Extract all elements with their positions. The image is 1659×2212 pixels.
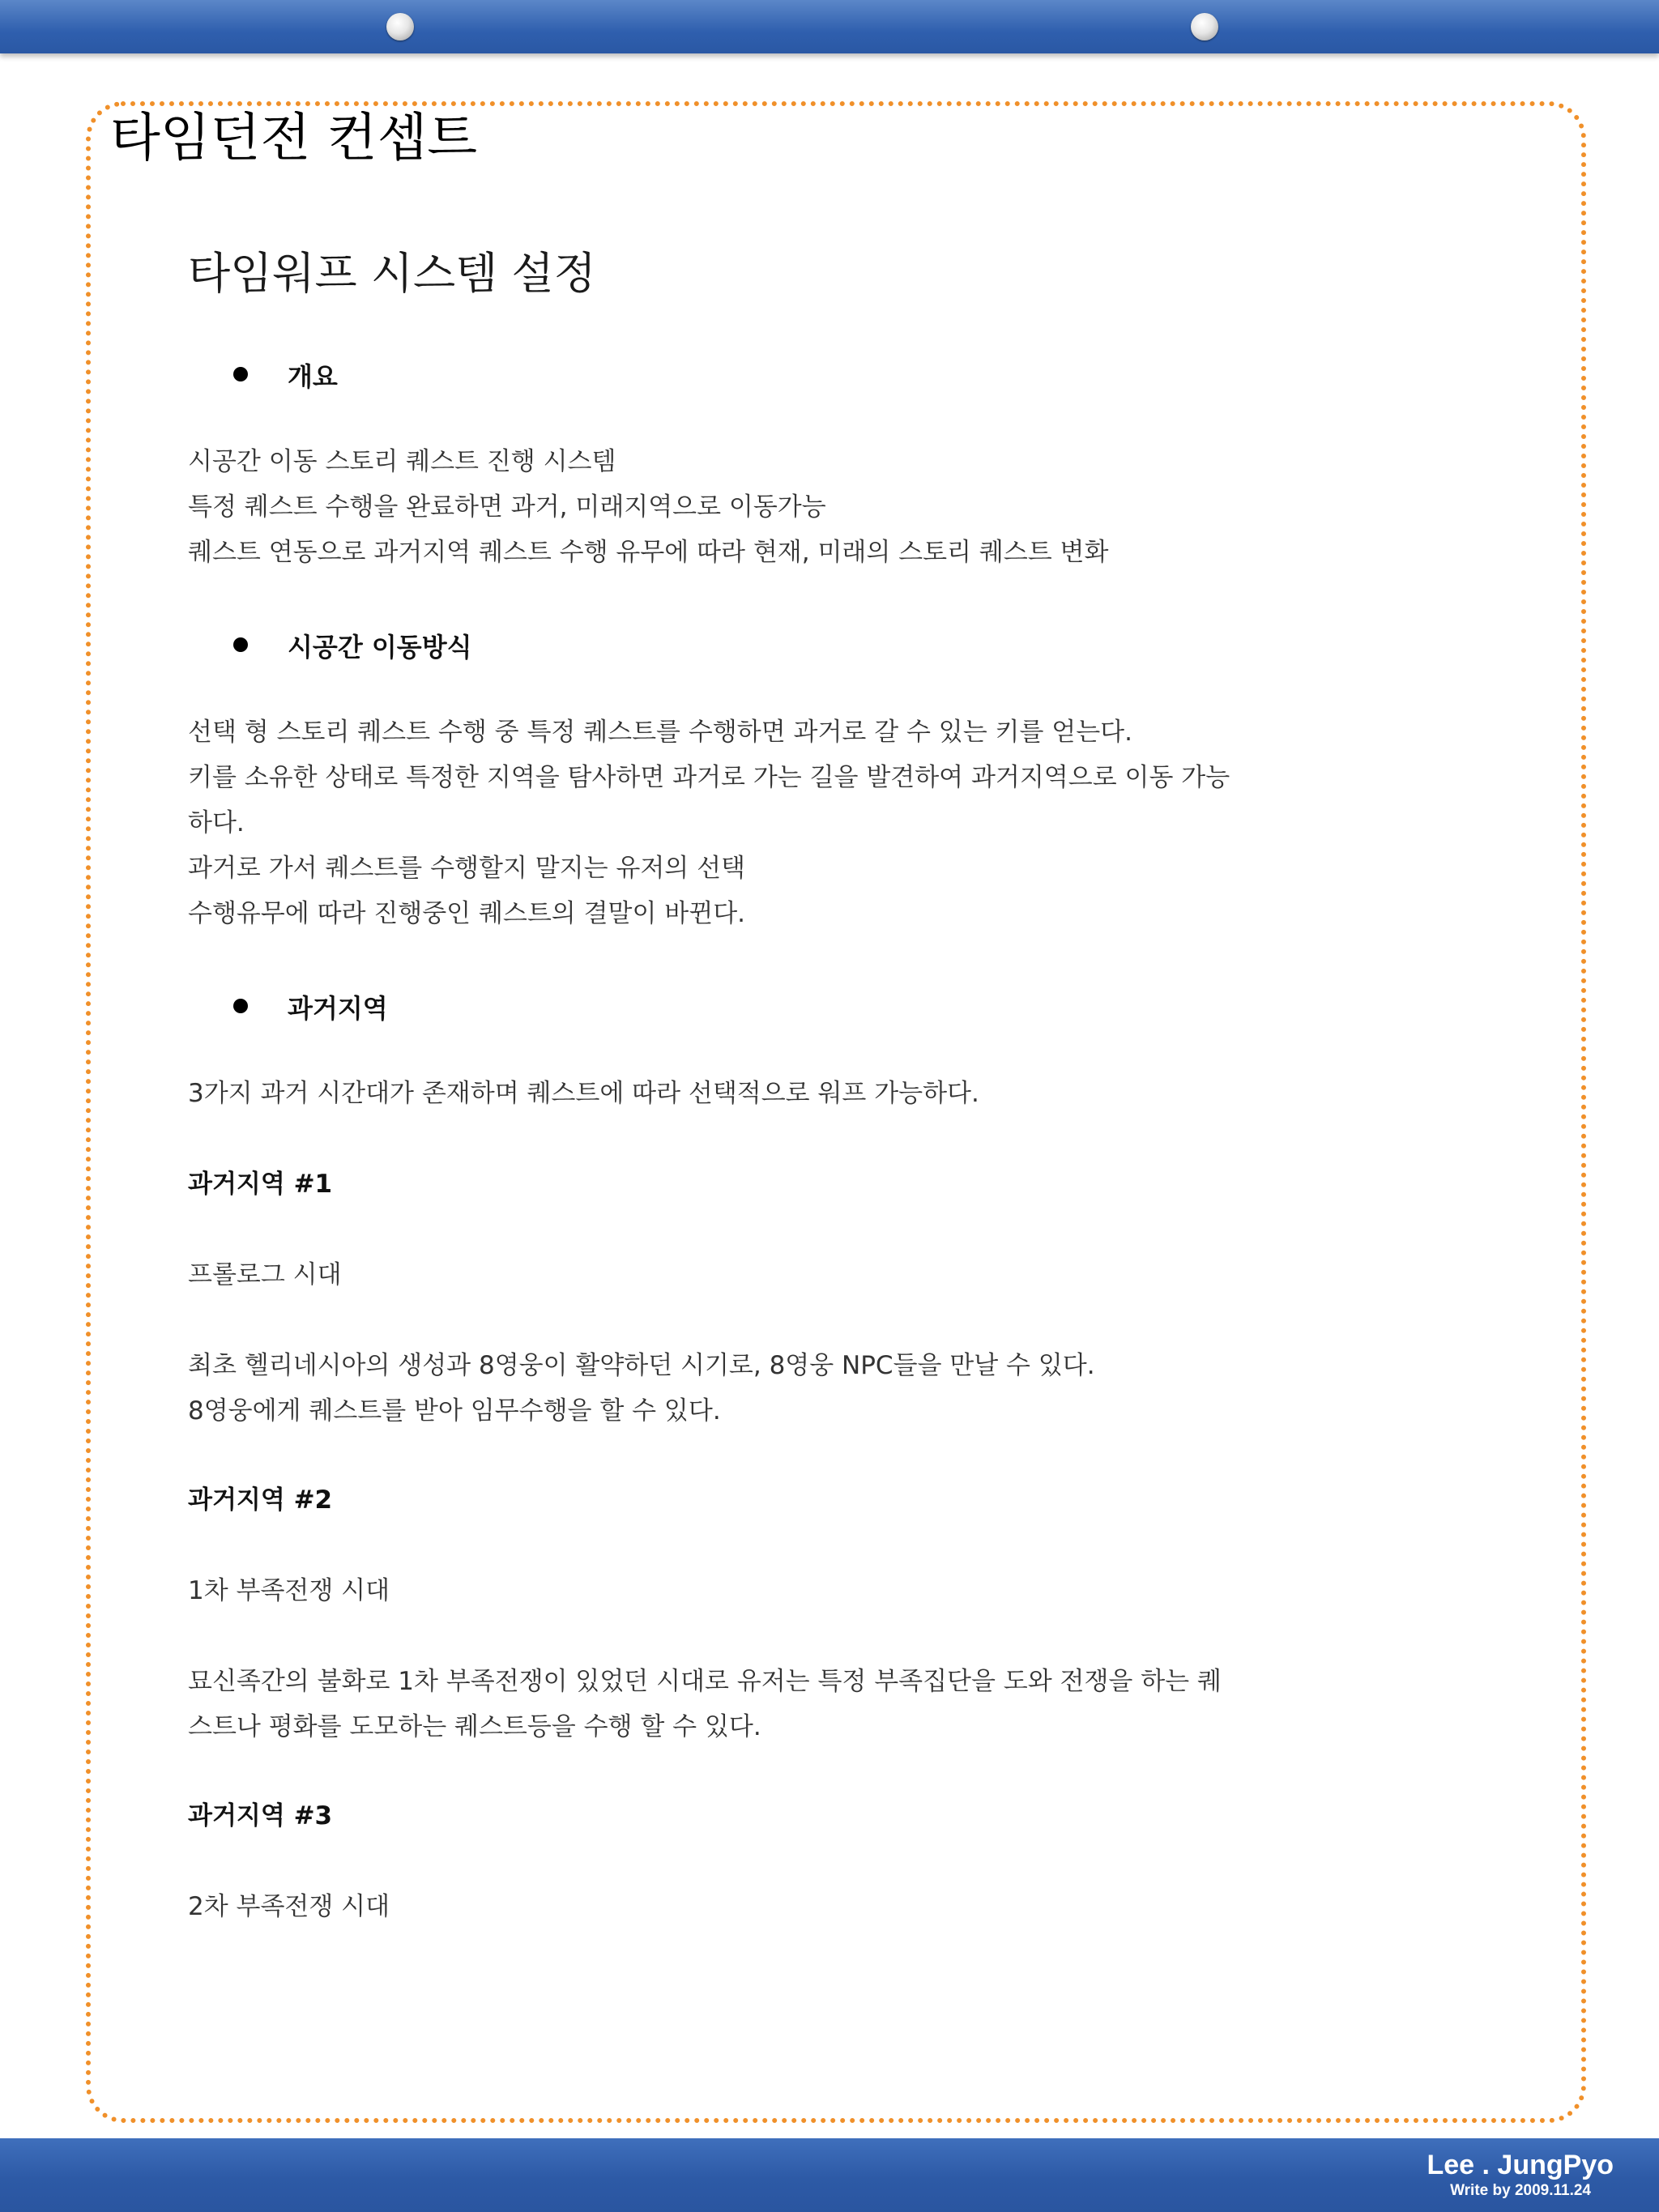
- body-line: 묘신족간의 불화로 1차 부족전쟁이 있었던 시대로 유저는 특정 부족집단을 도와 전쟁을 하는 퀘: [188, 1667, 1222, 1696]
- bullet-icon: [233, 367, 248, 381]
- region-era: 2차 부족전쟁 시대: [188, 1892, 390, 1921]
- section-title: 과거지역: [288, 993, 388, 1024]
- body-line: 시공간 이동 스토리 퀘스트 진행 시스템: [188, 447, 616, 476]
- bullet-icon: [233, 999, 248, 1013]
- top-header-bar: [0, 0, 1659, 53]
- slide-title: 타임던전 컨셉트: [110, 109, 478, 168]
- bottom-footer-bar: [0, 2138, 1659, 2212]
- binder-ring-icon: [386, 13, 414, 40]
- section-heading-movement: [241, 627, 472, 664]
- body-line: 스트나 평화를 도모하는 퀘스트등을 수행 할 수 있다.: [188, 1712, 761, 1741]
- section-title: 시공간 이동방식: [288, 632, 472, 663]
- body-line: 과거로 가서 퀘스트를 수행할지 말지는 유저의 선택: [188, 854, 745, 883]
- body-line: 특정 퀘스트 수행을 완료하면 과거, 미래지역으로 이동가능: [188, 492, 826, 522]
- binder-ring-icon: [1191, 13, 1218, 40]
- body-line: 퀘스트 연동으로 과거지역 퀘스트 수행 유무에 따라 현재, 미래의 스토리 퀘스트 변화: [188, 538, 1109, 567]
- section-heading-past-regions: [241, 988, 388, 1025]
- written-date: Write by 2009.11.24: [1450, 2182, 1591, 2199]
- body-line: 8영웅에게 퀘스트를 받아 임무수행을 할 수 있다.: [188, 1396, 721, 1426]
- region-title: 과거지역 #1: [188, 1170, 333, 1199]
- section-title: 개요: [288, 361, 338, 392]
- body-line: 3가지 과거 시간대가 존재하며 퀘스트에 따라 선택적으로 워프 가능하다.: [188, 1079, 979, 1108]
- body-line: 키를 소유한 상태로 특정한 지역을 탐사하면 과거로 가는 길을 발견하여 과거지역으로 이동 가능: [188, 763, 1230, 792]
- region-era: 1차 부족전쟁 시대: [188, 1576, 390, 1605]
- body-line: 최초 헬리네시아의 생성과 8영웅이 활약하던 시기로, 8영웅 NPC들을 만날 수 있다.: [188, 1351, 1095, 1380]
- region-title: 과거지역 #3: [188, 1801, 333, 1831]
- bullet-icon: [233, 637, 248, 652]
- document-heading: 타임워프 시스템 설정: [188, 248, 596, 299]
- body-line: 선택 형 스토리 퀘스트 수행 중 특정 퀘스트를 수행하면 과거로 갈 수 있는 키를 얻는다.: [188, 718, 1132, 747]
- region-title: 과거지역 #2: [188, 1485, 333, 1515]
- section-heading-overview: [241, 356, 338, 394]
- body-line: 하다.: [188, 808, 245, 837]
- region-era: 프롤로그 시대: [188, 1260, 342, 1289]
- author-name: Lee . JungPyo: [1427, 2150, 1614, 2180]
- body-line: 수행유무에 따라 진행중인 퀘스트의 결말이 바뀐다.: [188, 899, 745, 928]
